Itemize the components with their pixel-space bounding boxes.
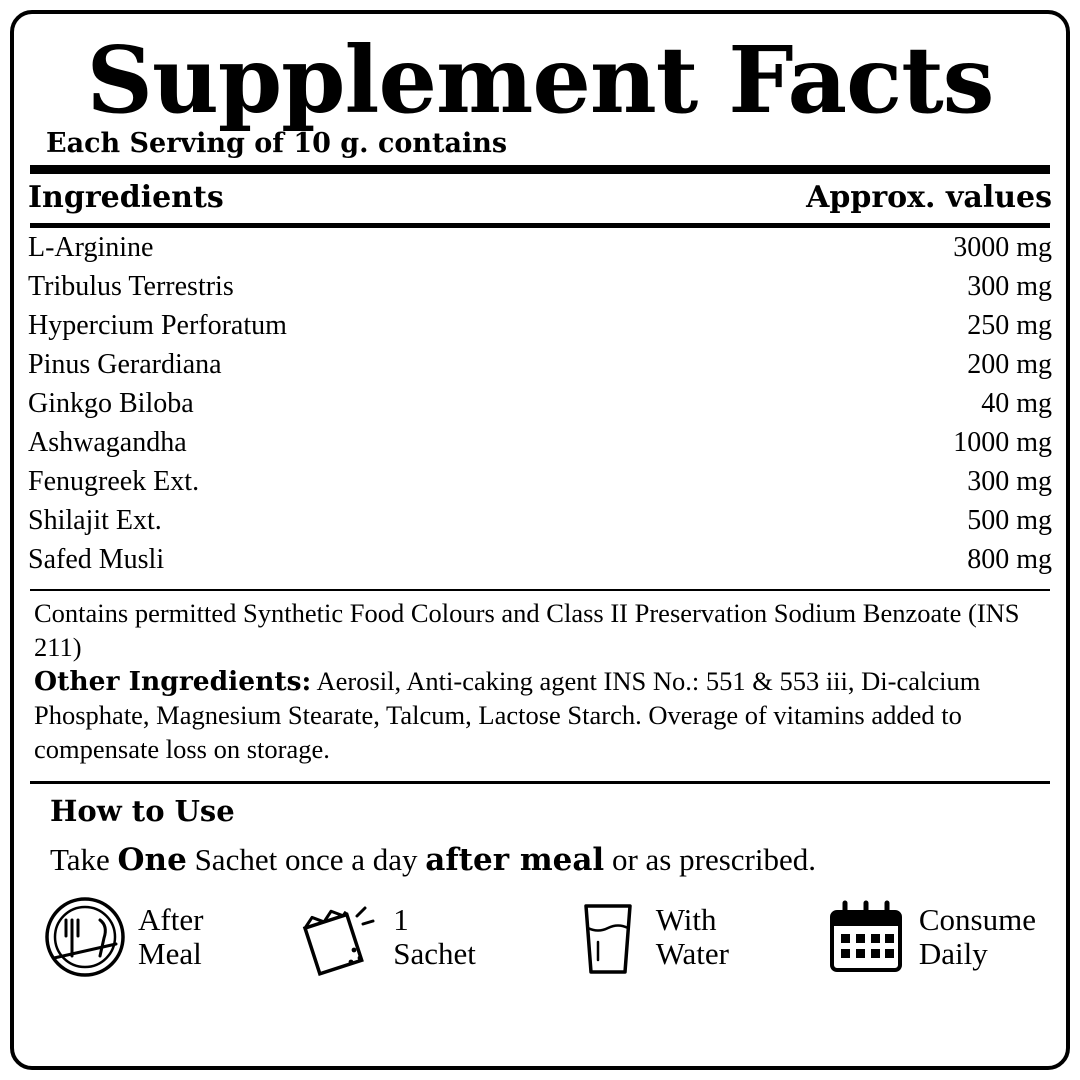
facts-table bbox=[28, 174, 1052, 223]
usage-icon-label: 1 Sachet bbox=[393, 902, 476, 971]
colours-preservative-note: Contains permitted Synthetic Food Colours and Class II Preservation Sodium Benzoate (INS 211) bbox=[34, 598, 1020, 663]
calendar-icon bbox=[823, 894, 909, 980]
facts-table-body bbox=[28, 228, 1052, 579]
ingredient-name: Safed Musli bbox=[28, 544, 165, 576]
table-row bbox=[28, 306, 1052, 345]
table-row bbox=[28, 384, 1052, 423]
ingredient-name: Fenugreek Ext. bbox=[28, 466, 200, 498]
notes-section bbox=[28, 591, 1052, 767]
instruction-timing: after meal bbox=[425, 841, 605, 878]
usage-icon-consume-daily bbox=[823, 894, 1036, 980]
ingredient-value: 250 mg bbox=[967, 310, 1052, 342]
ingredient-value: 1000 mg bbox=[953, 427, 1052, 459]
other-ingredients-label: Other Ingredients: bbox=[34, 666, 312, 698]
usage-icon-sachet bbox=[297, 894, 476, 980]
column-header-ingredients: Ingredients bbox=[28, 180, 224, 215]
sachet-icon bbox=[297, 894, 383, 980]
usage-icon-label: After Meal bbox=[138, 902, 204, 971]
table-row bbox=[28, 228, 1052, 267]
supplement-facts-panel bbox=[10, 10, 1070, 1070]
table-row bbox=[28, 345, 1052, 384]
page-title: Supplement Facts bbox=[86, 26, 994, 134]
ingredient-name: Shilajit Ext. bbox=[28, 505, 162, 537]
instruction-dose: One bbox=[117, 841, 187, 878]
other-ingredients-text: Aerosil, Anti-caking agent INS No.: 551 & 553 iii, Di-calcium Phosphate, Magnesium Stearate, Talcum, Lactose Starch. Overage of vitamins added to compensate loss on storage. bbox=[34, 666, 981, 764]
table-row bbox=[28, 462, 1052, 501]
usage-icons-row bbox=[28, 878, 1052, 980]
ingredient-name: L-Arginine bbox=[28, 232, 154, 263]
ingredient-name: Ashwagandha bbox=[28, 427, 187, 459]
usage-icon-label: Consume Daily bbox=[918, 902, 1036, 971]
ingredient-value: 300 mg bbox=[967, 271, 1052, 303]
ingredient-value: 3000 mg bbox=[953, 232, 1052, 263]
ingredient-name: Ginkgo Biloba bbox=[28, 388, 194, 420]
table-row bbox=[28, 423, 1052, 462]
serving-size-line: Each Serving of 10 g. contains bbox=[46, 128, 508, 159]
column-header-values: Approx. values bbox=[806, 180, 1052, 215]
instruction-pre: Take bbox=[50, 841, 118, 877]
other-ingredients-note bbox=[34, 665, 1046, 767]
how-to-use-instruction bbox=[28, 828, 1052, 878]
instruction-mid: Sachet once a day bbox=[186, 841, 426, 877]
ingredient-name: Pinus Gerardiana bbox=[28, 349, 222, 381]
facts-header bbox=[28, 14, 1052, 159]
usage-icon-with-water bbox=[570, 894, 729, 980]
facts-table-wrapper bbox=[28, 174, 1052, 589]
usage-icon-label: With Water bbox=[655, 902, 729, 971]
ingredient-value: 40 mg bbox=[981, 388, 1052, 420]
ingredient-value: 200 mg bbox=[967, 349, 1052, 381]
ingredient-value: 500 mg bbox=[967, 505, 1052, 537]
table-row bbox=[28, 501, 1052, 540]
ingredient-value: 800 mg bbox=[967, 544, 1052, 576]
water-glass-icon bbox=[570, 894, 646, 980]
ingredient-value: 300 mg bbox=[967, 466, 1052, 498]
ingredient-name: Tribulus Terrestris bbox=[28, 271, 234, 303]
table-header-row bbox=[28, 174, 1052, 223]
usage-icon-after-meal bbox=[42, 894, 203, 980]
table-row bbox=[28, 540, 1052, 579]
table-row bbox=[28, 267, 1052, 306]
header-divider-thick bbox=[30, 165, 1050, 174]
how-to-use-heading: How to Use bbox=[50, 793, 235, 828]
plate-cutlery-icon bbox=[42, 894, 128, 980]
ingredient-name: Hypercium Perforatum bbox=[28, 310, 287, 342]
instruction-post: or as prescribed. bbox=[604, 841, 816, 877]
